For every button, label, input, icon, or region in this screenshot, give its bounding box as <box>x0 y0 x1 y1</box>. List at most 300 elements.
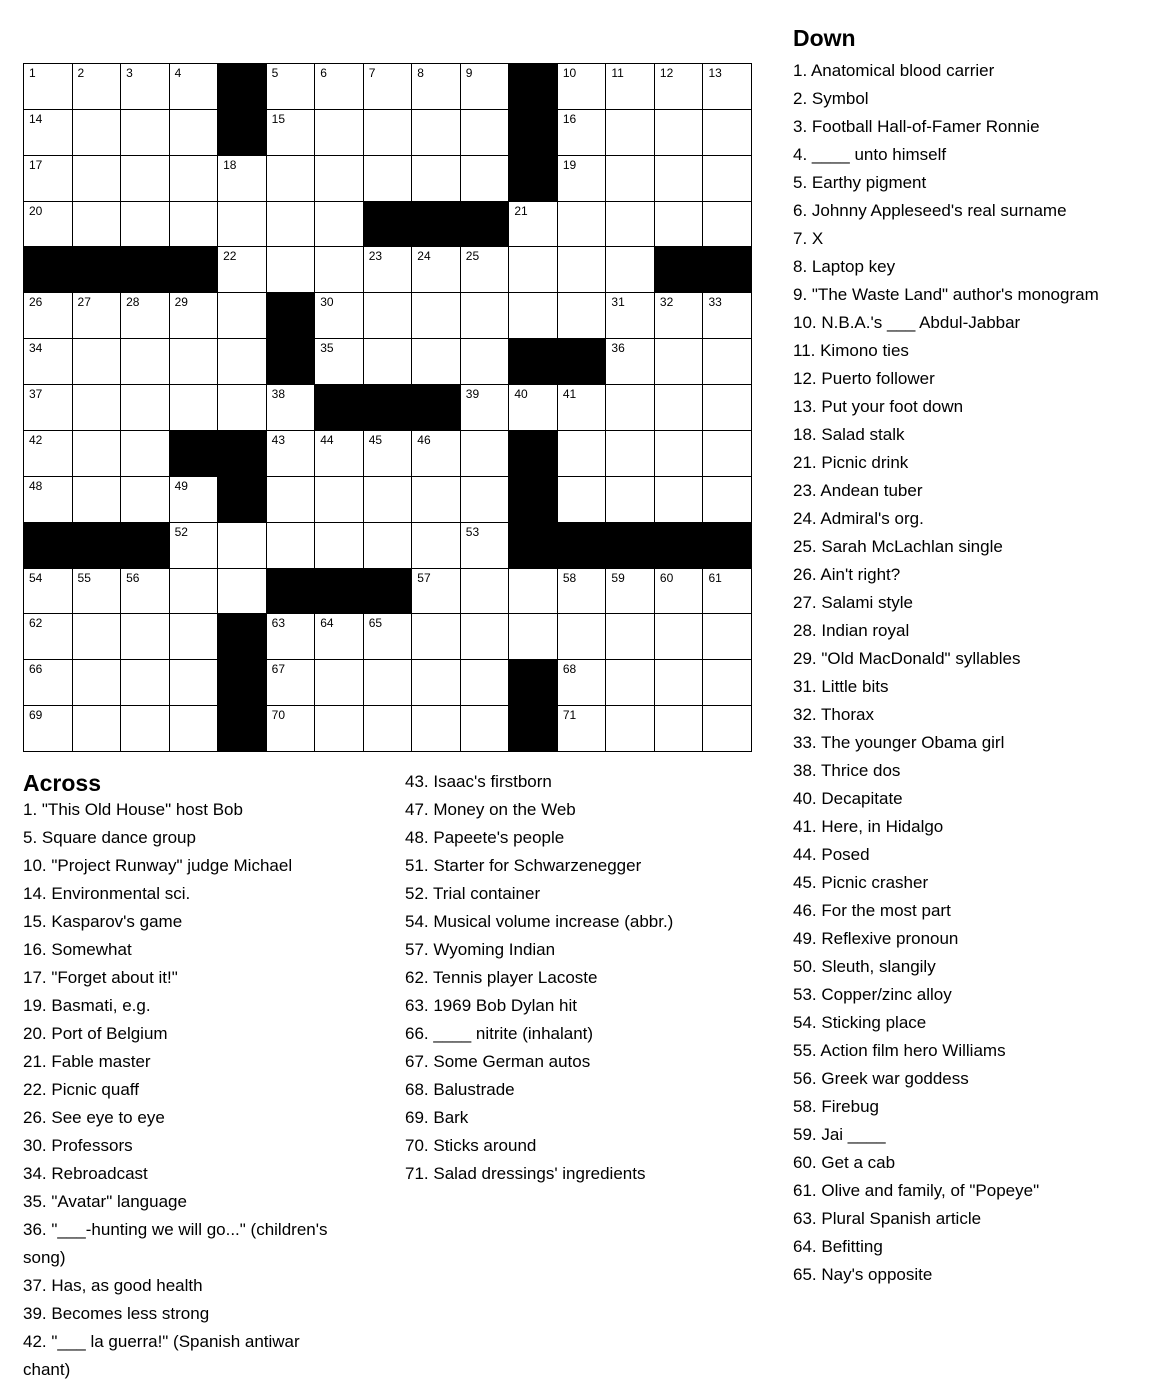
grid-cell[interactable] <box>315 110 364 156</box>
clue-number: 43 <box>271 432 286 447</box>
grid-cell[interactable] <box>73 569 122 615</box>
black-square <box>218 110 267 156</box>
grid-cell[interactable] <box>170 706 219 752</box>
grid-cell[interactable] <box>364 431 413 477</box>
across-clue: song) <box>23 1248 66 1267</box>
grid-cell[interactable] <box>461 706 510 752</box>
grid-cell[interactable] <box>558 247 607 293</box>
grid-cell[interactable] <box>703 660 752 706</box>
down-clue: 65. Nay's opposite <box>793 1265 933 1284</box>
across-clue: 63. 1969 Bob Dylan hit <box>405 996 578 1015</box>
across-clue: 48. Papeete's people <box>405 828 565 847</box>
grid-cell[interactable] <box>121 110 170 156</box>
down-clue: 46. For the most part <box>793 901 951 920</box>
across-clue: 26. See eye to eye <box>23 1108 165 1127</box>
grid-cell[interactable] <box>703 156 752 202</box>
grid-cell[interactable] <box>655 110 704 156</box>
grid-cell[interactable] <box>73 706 122 752</box>
grid-cell[interactable] <box>315 431 364 477</box>
clue-number: 71 <box>562 708 577 723</box>
clue-number: 59 <box>611 570 625 585</box>
grid-cell[interactable] <box>412 431 461 477</box>
grid-cell[interactable] <box>315 156 364 202</box>
grid-cell[interactable] <box>267 614 316 660</box>
grid-cell[interactable] <box>558 477 607 523</box>
grid-cell[interactable] <box>461 477 510 523</box>
clue-number: 32 <box>659 295 674 310</box>
grid-cell[interactable] <box>558 156 607 202</box>
across-clue: 1. "This Old House" host Bob <box>23 800 243 819</box>
grid-cell[interactable] <box>315 660 364 706</box>
grid-cell[interactable] <box>218 339 267 385</box>
grid-cell[interactable] <box>606 339 655 385</box>
grid-cell[interactable] <box>315 614 364 660</box>
clue-number: 37 <box>29 387 43 402</box>
grid-cell[interactable] <box>24 64 73 110</box>
grid-cell[interactable] <box>73 110 122 156</box>
black-square <box>509 523 558 569</box>
grid-cell[interactable] <box>267 706 316 752</box>
grid-cell[interactable] <box>170 385 219 431</box>
grid-cell[interactable] <box>703 706 752 752</box>
grid-cell[interactable] <box>606 660 655 706</box>
clue-number: 9 <box>465 66 473 80</box>
black-square <box>509 64 558 110</box>
grid-cell[interactable] <box>655 339 704 385</box>
grid-cell[interactable] <box>703 110 752 156</box>
grid-cell[interactable] <box>267 477 316 523</box>
grid-cell[interactable] <box>170 156 219 202</box>
across-clue: 37. Has, as good health <box>23 1276 203 1295</box>
grid-cell[interactable] <box>218 247 267 293</box>
grid-cell[interactable] <box>267 156 316 202</box>
grid-cell[interactable] <box>655 569 704 615</box>
across-clue: 20. Port of Belgium <box>23 1024 168 1043</box>
black-square <box>267 293 316 339</box>
black-square <box>655 523 704 569</box>
grid-cell[interactable] <box>558 660 607 706</box>
down-clue: 61. Olive and family, of "Popeye" <box>793 1181 1040 1200</box>
black-square <box>509 660 558 706</box>
clue-number: 61 <box>708 570 722 585</box>
grid-cell[interactable] <box>267 110 316 156</box>
grid-cell[interactable] <box>655 64 704 110</box>
across-clue-list-column-2 <box>405 768 765 1188</box>
grid-cell[interactable] <box>412 110 461 156</box>
across-clue: 35. "Avatar" language <box>23 1192 187 1211</box>
clue-number: 40 <box>514 387 528 402</box>
grid-cell[interactable] <box>315 477 364 523</box>
grid-cell[interactable] <box>703 477 752 523</box>
clue-number: 12 <box>659 66 674 80</box>
grid-cell[interactable] <box>412 477 461 523</box>
clue-number: 25 <box>465 249 480 264</box>
grid-cell[interactable] <box>24 660 73 706</box>
across-clue: 43. Isaac's firstborn <box>405 772 552 791</box>
grid-cell[interactable] <box>24 706 73 752</box>
grid-cell[interactable] <box>412 660 461 706</box>
down-clue: 9. "The Waste Land" author's monogram <box>793 285 1099 304</box>
grid-cell[interactable] <box>509 247 558 293</box>
grid-cell[interactable] <box>170 569 219 615</box>
grid-cell[interactable] <box>218 202 267 248</box>
grid-cell[interactable] <box>703 202 752 248</box>
grid-cell[interactable] <box>315 64 364 110</box>
grid-cell[interactable] <box>703 431 752 477</box>
grid-cell[interactable] <box>73 660 122 706</box>
grid-cell[interactable] <box>655 385 704 431</box>
grid-cell[interactable] <box>509 569 558 615</box>
black-square <box>24 523 73 569</box>
grid-cell[interactable] <box>73 64 122 110</box>
down-clue: 29. "Old MacDonald" syllables <box>793 649 1021 668</box>
clue-number: 38 <box>271 387 286 402</box>
grid-cell[interactable] <box>73 385 122 431</box>
down-clue: 41. Here, in Hidalgo <box>793 817 944 836</box>
across-clue: 39. Becomes less strong <box>23 1304 210 1323</box>
down-clue: 64. Befitting <box>793 1237 883 1256</box>
grid-cell[interactable] <box>606 614 655 660</box>
clue-number: 2 <box>77 66 85 80</box>
grid-cell[interactable] <box>364 523 413 569</box>
grid-cell[interactable] <box>121 706 170 752</box>
grid-cell[interactable] <box>24 431 73 477</box>
down-clue: 56. Greek war goddess <box>793 1069 969 1088</box>
down-clue: 31. Little bits <box>793 677 889 696</box>
grid-cell[interactable] <box>121 202 170 248</box>
grid-cell[interactable] <box>606 156 655 202</box>
clue-number: 33 <box>708 295 722 310</box>
grid-cell[interactable] <box>655 614 704 660</box>
grid-cell[interactable] <box>218 523 267 569</box>
clue-number: 20 <box>29 203 43 218</box>
grid-cell[interactable] <box>364 64 413 110</box>
clue-number: 4 <box>174 66 182 80</box>
clue-number: 17 <box>29 157 43 172</box>
grid-cell[interactable] <box>558 64 607 110</box>
clue-number: 45 <box>368 432 383 447</box>
grid-cell[interactable] <box>121 569 170 615</box>
clue-number: 52 <box>174 524 188 539</box>
grid-cell[interactable] <box>170 339 219 385</box>
grid-cell[interactable] <box>461 293 510 339</box>
grid-cell[interactable] <box>606 706 655 752</box>
grid-cell[interactable] <box>121 293 170 339</box>
grid-cell[interactable] <box>364 110 413 156</box>
clue-number: 22 <box>223 249 237 264</box>
clue-number: 36 <box>611 341 625 356</box>
grid-cell[interactable] <box>364 156 413 202</box>
across-clue: 19. Basmati, e.g. <box>23 996 151 1015</box>
grid-cell[interactable] <box>461 110 510 156</box>
grid-cell[interactable] <box>558 431 607 477</box>
down-clue: 58. Firebug <box>793 1097 879 1116</box>
grid-cell[interactable] <box>558 202 607 248</box>
across-clue: 22. Picnic quaff <box>23 1080 139 1099</box>
black-square <box>170 247 219 293</box>
grid-cell[interactable] <box>170 660 219 706</box>
black-square <box>703 523 752 569</box>
clue-number: 41 <box>562 387 577 402</box>
grid-cell[interactable] <box>170 110 219 156</box>
across-clue: 51. Starter for Schwarzenegger <box>405 856 642 875</box>
black-square <box>558 523 607 569</box>
down-heading: Down <box>793 25 856 51</box>
grid-cell[interactable] <box>412 706 461 752</box>
grid-cell[interactable] <box>121 660 170 706</box>
grid-cell[interactable] <box>267 202 316 248</box>
black-square <box>218 660 267 706</box>
grid-cell[interactable] <box>267 523 316 569</box>
grid-cell[interactable] <box>170 202 219 248</box>
across-clue: 57. Wyoming Indian <box>405 940 556 959</box>
grid-cell[interactable] <box>170 293 219 339</box>
across-clue: chant) <box>23 1360 71 1379</box>
grid-cell[interactable] <box>24 477 73 523</box>
across-clue: 16. Somewhat <box>23 940 132 959</box>
grid-cell[interactable] <box>267 431 316 477</box>
across-clue: 5. Square dance group <box>23 828 196 847</box>
grid-cell[interactable] <box>73 614 122 660</box>
down-clue: 10. N.B.A.'s ___ Abdul-Jabbar <box>793 313 1021 332</box>
clue-number: 64 <box>320 616 334 631</box>
grid-cell[interactable] <box>703 339 752 385</box>
grid-cell[interactable] <box>170 523 219 569</box>
across-clue: 34. Rebroadcast <box>23 1164 148 1183</box>
grid-cell[interactable] <box>703 385 752 431</box>
grid-cell[interactable] <box>703 569 752 615</box>
clue-number: 27 <box>77 295 91 310</box>
down-clue: 7. X <box>793 229 824 248</box>
clue-number: 49 <box>174 478 188 493</box>
black-square <box>218 614 267 660</box>
black-square <box>655 247 704 293</box>
grid-cell[interactable] <box>461 431 510 477</box>
grid-cell[interactable] <box>703 293 752 339</box>
clue-number: 7 <box>368 66 376 80</box>
down-clue: 50. Sleuth, slangily <box>793 957 936 976</box>
across-clue: 10. "Project Runway" judge Michael <box>23 856 293 875</box>
grid-cell[interactable] <box>267 660 316 706</box>
across-clue-list-column-1 <box>23 796 383 1384</box>
grid-cell[interactable] <box>170 477 219 523</box>
grid-cell[interactable] <box>655 293 704 339</box>
grid-cell[interactable] <box>24 156 73 202</box>
grid-cell[interactable] <box>703 614 752 660</box>
grid-cell[interactable] <box>606 247 655 293</box>
clue-number: 48 <box>29 478 43 493</box>
grid-cell[interactable] <box>655 202 704 248</box>
clue-number: 70 <box>271 708 286 723</box>
grid-cell[interactable] <box>606 477 655 523</box>
grid-cell[interactable] <box>509 614 558 660</box>
black-square <box>24 247 73 293</box>
grid-cell[interactable] <box>73 431 122 477</box>
grid-cell[interactable] <box>558 385 607 431</box>
clue-number: 62 <box>29 616 43 631</box>
grid-cell[interactable] <box>24 614 73 660</box>
grid-cell[interactable] <box>412 569 461 615</box>
down-clue: 11. Kimono ties <box>793 341 909 360</box>
grid-cell[interactable] <box>364 614 413 660</box>
grid-cell[interactable] <box>315 706 364 752</box>
grid-cell[interactable] <box>461 569 510 615</box>
grid-cell[interactable] <box>412 156 461 202</box>
grid-cell[interactable] <box>121 385 170 431</box>
grid-cell[interactable] <box>170 64 219 110</box>
grid-cell[interactable] <box>121 431 170 477</box>
grid-cell[interactable] <box>364 477 413 523</box>
black-square <box>364 569 413 615</box>
grid-cell[interactable] <box>509 385 558 431</box>
clue-number: 21 <box>514 203 528 218</box>
grid-cell[interactable] <box>606 293 655 339</box>
clue-number: 55 <box>77 570 91 585</box>
down-clue: 27. Salami style <box>793 593 913 612</box>
black-square <box>509 706 558 752</box>
grid-cell[interactable] <box>412 64 461 110</box>
down-clue: 4. ____ unto himself <box>793 145 947 164</box>
grid-cell[interactable] <box>509 202 558 248</box>
grid-cell[interactable] <box>73 202 122 248</box>
black-square <box>218 431 267 477</box>
grid-cell[interactable] <box>24 569 73 615</box>
grid-cell[interactable] <box>412 614 461 660</box>
grid-cell[interactable] <box>218 569 267 615</box>
black-square <box>121 247 170 293</box>
black-square <box>315 385 364 431</box>
clue-number: 24 <box>417 249 431 264</box>
grid-cell[interactable] <box>315 247 364 293</box>
grid-cell[interactable] <box>364 293 413 339</box>
grid-cell[interactable] <box>121 339 170 385</box>
grid-cell[interactable] <box>655 431 704 477</box>
grid-cell[interactable] <box>267 247 316 293</box>
down-clue: 26. Ain't right? <box>793 565 901 584</box>
grid-cell[interactable] <box>412 247 461 293</box>
down-clue: 18. Salad stalk <box>793 425 905 444</box>
black-square <box>606 523 655 569</box>
grid-cell[interactable] <box>461 156 510 202</box>
grid-cell[interactable] <box>461 385 510 431</box>
down-clue: 5. Earthy pigment <box>793 173 927 192</box>
grid-cell[interactable] <box>364 247 413 293</box>
clue-number: 67 <box>271 662 286 677</box>
grid-cell[interactable] <box>24 110 73 156</box>
grid-cell[interactable] <box>267 64 316 110</box>
grid-cell[interactable] <box>24 385 73 431</box>
grid-cell[interactable] <box>606 202 655 248</box>
grid-cell[interactable] <box>218 156 267 202</box>
grid-cell[interactable] <box>121 477 170 523</box>
grid-cell[interactable] <box>655 477 704 523</box>
grid-cell[interactable] <box>315 293 364 339</box>
grid-cell[interactable] <box>606 385 655 431</box>
grid-cell[interactable] <box>121 64 170 110</box>
grid-cell[interactable] <box>315 523 364 569</box>
clue-number: 1 <box>29 66 36 80</box>
grid-cell[interactable] <box>703 64 752 110</box>
black-square <box>267 569 316 615</box>
clue-number: 14 <box>29 111 43 126</box>
clue-number: 11 <box>611 66 624 80</box>
grid-cell[interactable] <box>121 614 170 660</box>
grid-cell[interactable] <box>461 64 510 110</box>
grid-cell[interactable] <box>218 385 267 431</box>
down-clue: 24. Admiral's org. <box>793 509 924 528</box>
grid-cell[interactable] <box>558 614 607 660</box>
grid-cell[interactable] <box>412 339 461 385</box>
grid-cell[interactable] <box>364 660 413 706</box>
grid-cell[interactable] <box>461 660 510 706</box>
black-square <box>364 202 413 248</box>
black-square <box>509 477 558 523</box>
grid-cell[interactable] <box>558 569 607 615</box>
grid-cell[interactable] <box>315 339 364 385</box>
grid-cell[interactable] <box>121 156 170 202</box>
grid-cell[interactable] <box>606 110 655 156</box>
grid-cell[interactable] <box>558 293 607 339</box>
across-clue: 14. Environmental sci. <box>23 884 191 903</box>
grid-cell[interactable] <box>73 293 122 339</box>
clue-number: 15 <box>271 111 286 126</box>
down-clue: 3. Football Hall-of-Famer Ronnie <box>793 117 1040 136</box>
grid-cell[interactable] <box>655 706 704 752</box>
black-square <box>703 247 752 293</box>
grid-cell[interactable] <box>412 523 461 569</box>
black-square <box>267 339 316 385</box>
grid-cell[interactable] <box>606 569 655 615</box>
black-square <box>73 523 122 569</box>
grid-cell[interactable] <box>461 523 510 569</box>
grid-cell[interactable] <box>218 293 267 339</box>
down-clue: 59. Jai ____ <box>793 1125 886 1144</box>
grid-cell[interactable] <box>24 293 73 339</box>
clue-number: 34 <box>29 341 43 356</box>
grid-cell[interactable] <box>655 156 704 202</box>
grid-cell[interactable] <box>461 339 510 385</box>
clue-number: 13 <box>708 66 722 80</box>
grid-cell[interactable] <box>558 110 607 156</box>
grid-cell[interactable] <box>170 614 219 660</box>
grid-cell[interactable] <box>558 706 607 752</box>
clue-number: 53 <box>465 524 480 539</box>
clue-number: 57 <box>417 570 431 585</box>
black-square <box>412 385 461 431</box>
grid-cell[interactable] <box>73 477 122 523</box>
across-clue: 52. Trial container <box>405 884 541 903</box>
clue-number: 8 <box>417 66 424 80</box>
grid-cell[interactable] <box>655 660 704 706</box>
grid-cell[interactable] <box>73 339 122 385</box>
grid-cell[interactable] <box>606 64 655 110</box>
grid-cell[interactable] <box>73 156 122 202</box>
grid-cell[interactable] <box>24 339 73 385</box>
grid-cell[interactable] <box>461 614 510 660</box>
grid-cell[interactable] <box>315 202 364 248</box>
grid-cell[interactable] <box>24 202 73 248</box>
down-clue: 6. Johnny Appleseed's real surname <box>793 201 1067 220</box>
grid-cell[interactable] <box>267 385 316 431</box>
grid-cell[interactable] <box>606 431 655 477</box>
clue-number: 58 <box>562 570 577 585</box>
grid-cell[interactable] <box>364 706 413 752</box>
down-clue: 49. Reflexive pronoun <box>793 929 959 948</box>
grid-cell[interactable] <box>412 293 461 339</box>
grid-cell[interactable] <box>461 247 510 293</box>
grid-cell[interactable] <box>509 293 558 339</box>
grid-cell[interactable] <box>364 339 413 385</box>
